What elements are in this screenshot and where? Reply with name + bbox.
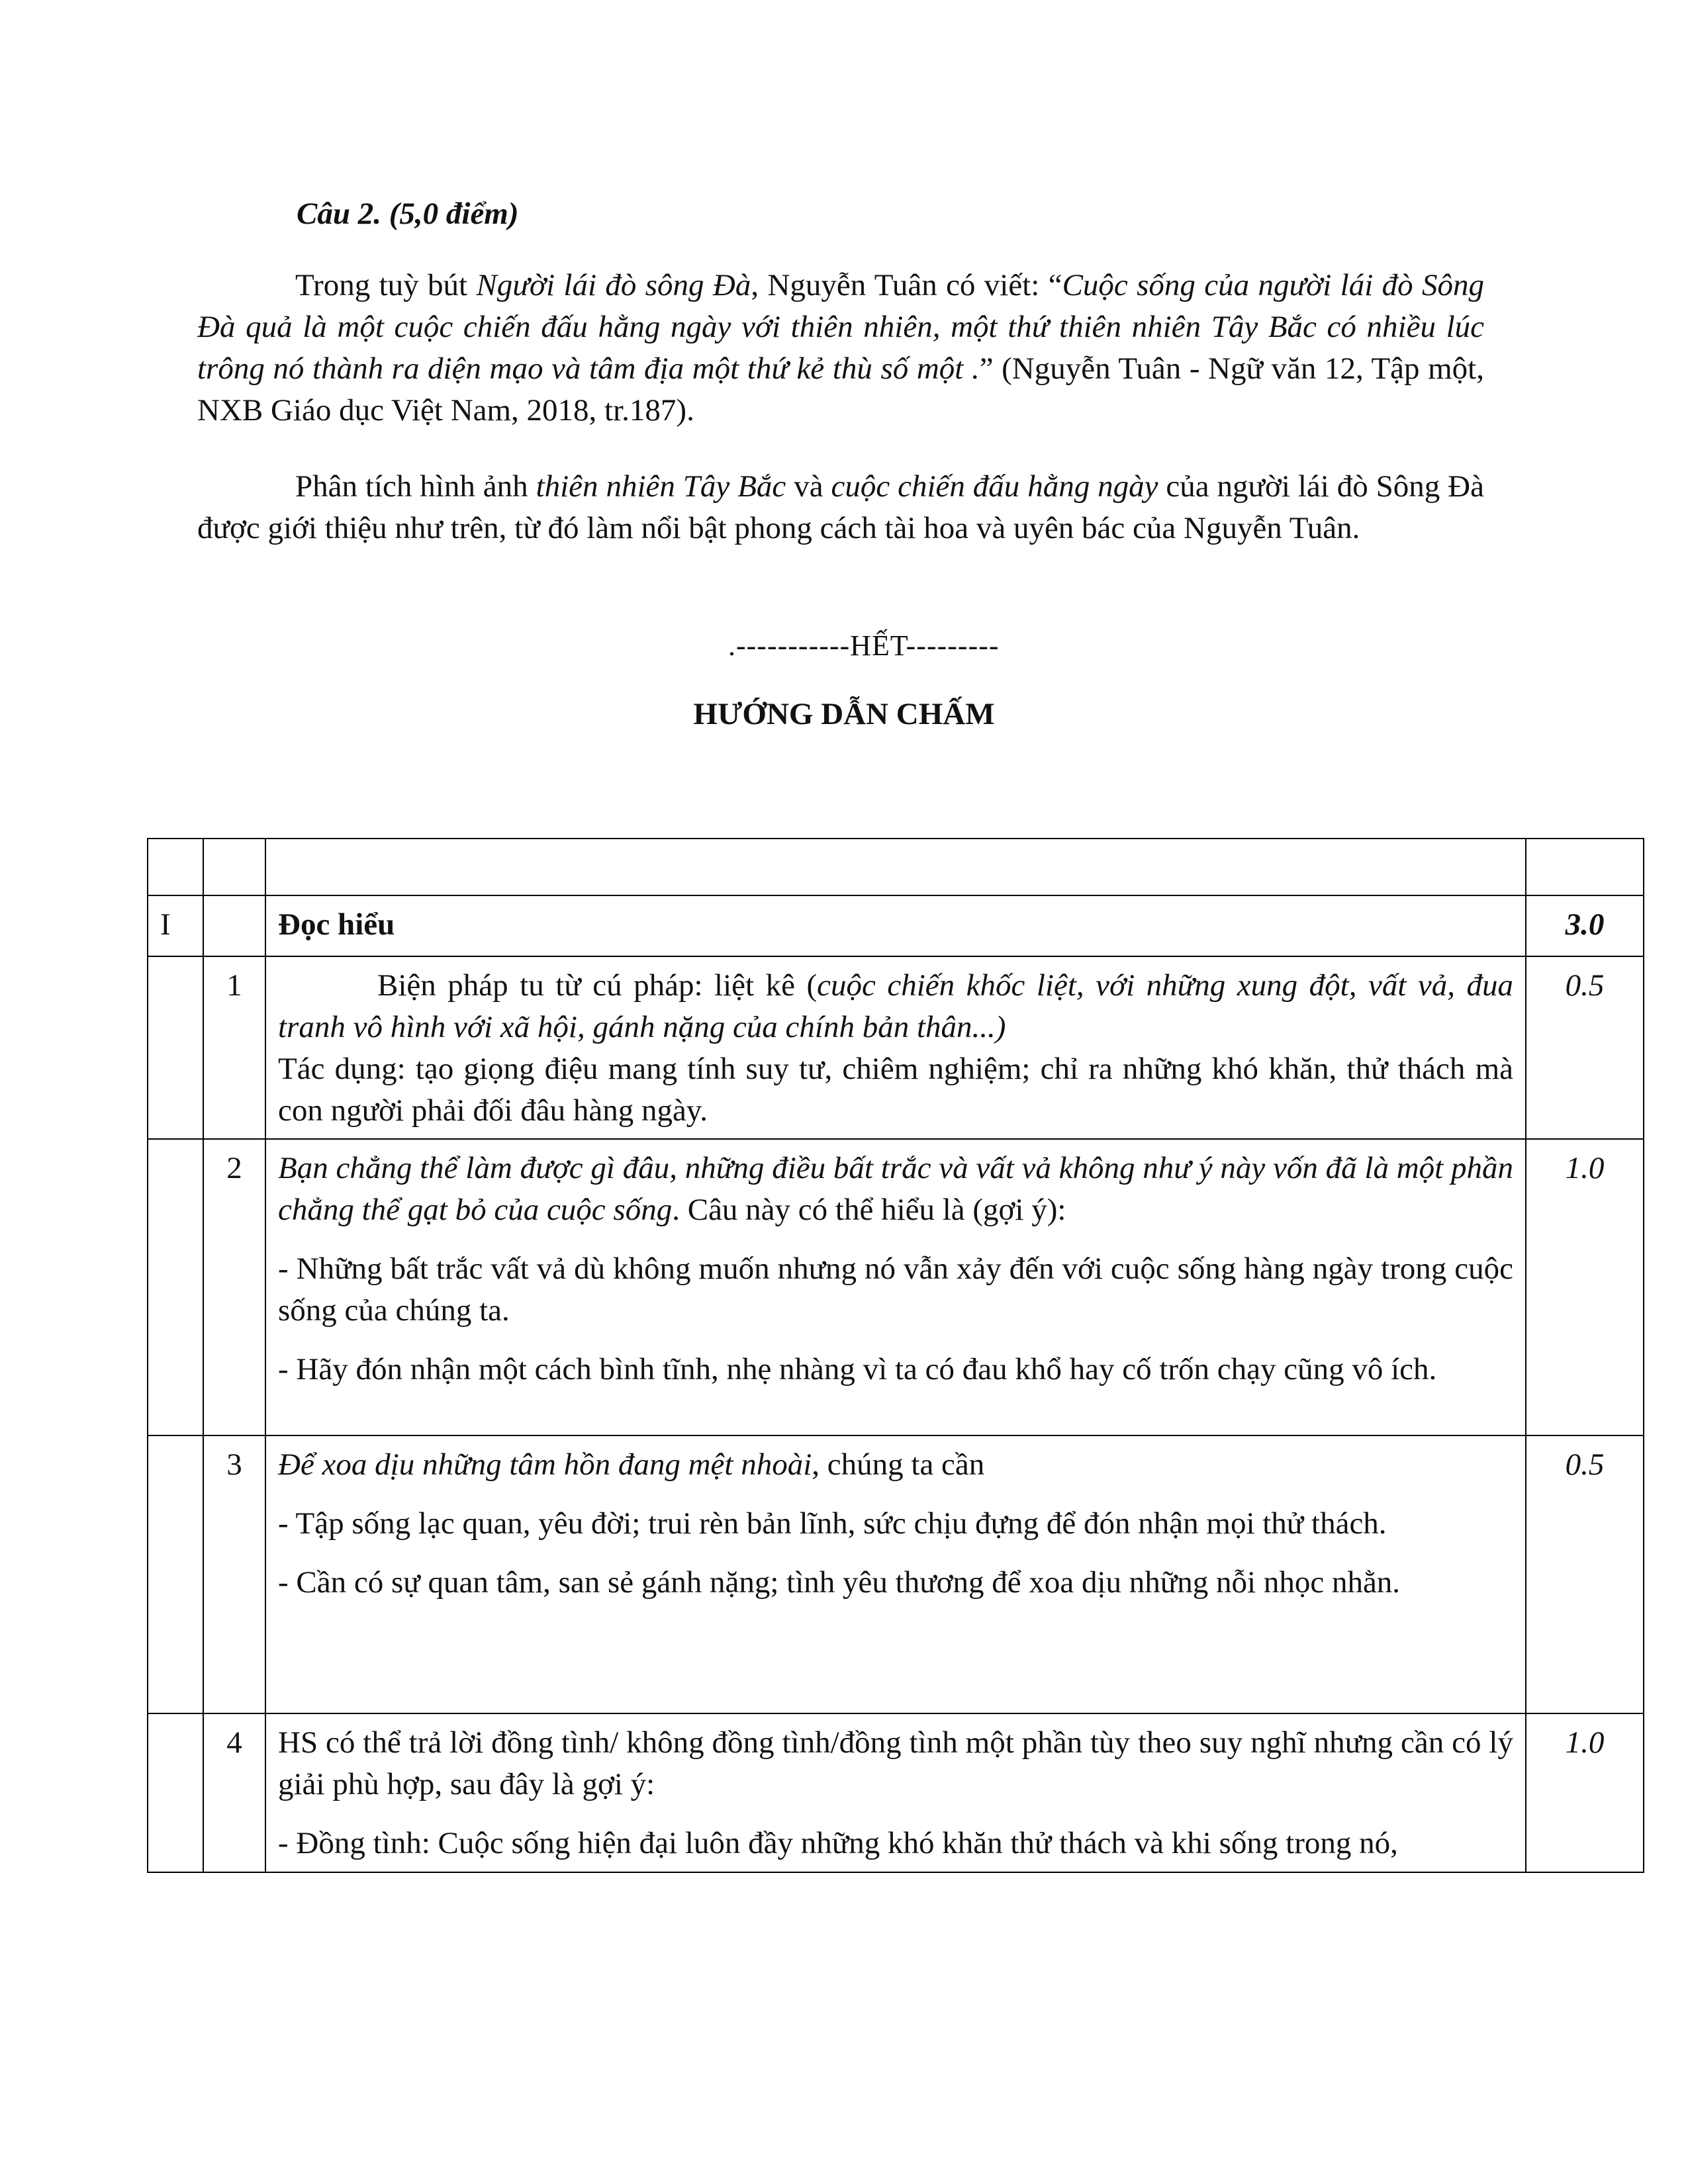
- table-cell: [1526, 839, 1644, 895]
- table-cell: [148, 1713, 203, 1872]
- row-score: 0.5: [1526, 956, 1644, 1139]
- question-title: Câu 2. (5,0 điểm): [297, 197, 519, 231]
- row-score: 1.0: [1526, 1713, 1644, 1872]
- row-content: Bạn chẳng thể làm được gì đâu, những điều bất trắc và vất vả không như ý này vốn đã là một phần chẳng thể gạt bỏ của cuộc sống. Câu này có thể hiểu là (gợi ý): - Những bất trắc vất vả dù không muốn nhưng nó vẫn xảy đến với cuộc sống hàng ngày trong cuộc sống của chúng ta. - Hãy đón nhận một cách bình tĩnh, nhẹ nhàng vì ta có đau khổ hay cố trốn chạy cũng vô ích.: [265, 1139, 1526, 1435]
- table-cell: [148, 839, 203, 895]
- table-row: [148, 1435, 1644, 1713]
- question-paragraph-2: Phân tích hình ảnh thiên nhiên Tây Bắc và cuộc chiến đấu hằng ngày của người lái đò Sông Đà được giới thiệu như trên, từ đó làm nổi bật phong cách tài hoa và uyên bác của Nguyễn Tuân.: [197, 469, 1484, 545]
- section-roman: I: [148, 895, 203, 956]
- row-number: 4: [203, 1713, 265, 1872]
- work-title: Người lái đò sông Đà: [476, 268, 751, 302]
- end-marker: .-----------HẾT---------: [728, 629, 1000, 662]
- table-cell: [148, 1139, 203, 1435]
- section-score: 3.0: [1526, 895, 1644, 956]
- table-row-section: [148, 895, 1644, 956]
- row-content: HS có thể trả lời đồng tình/ không đồng tình/đồng tình một phần tùy theo suy nghĩ nhưng cần có lý giải phù hợp, sau đây là gợi ý: - Đồng tình: Cuộc sống hiện đại luôn đầy những khó khăn thử thách và khi sống trong nó,: [265, 1713, 1526, 1872]
- row-score: 1.0: [1526, 1139, 1644, 1435]
- row-content: Biện pháp tu từ cú pháp: liệt kê (cuộc chiến khốc liệt, với những xung đột, vất vả, đua tranh vô hình với xã hội, gánh nặng của chính bản thân...) Tác dụng: tạo giọng điệu mang tính suy tư, chiêm nghiệm; chỉ ra những khó khăn, thử thách mà con người phải đối đâu hàng ngày.: [265, 956, 1526, 1139]
- row-number: 1: [203, 956, 265, 1139]
- table-cell: [203, 895, 265, 956]
- quote-text: Cuộc sống của người lái đò Sông Đà quả là một cuộc chiến đấu hằng ngày với thiên nhiên, một thứ thiên nhiên Tây Bắc có nhiều lúc trông nó thành ra diện mạo và tâm địa một thứ kẻ thù số một .: [197, 268, 1484, 386]
- table-row: [148, 956, 1644, 1139]
- table-cell: [265, 839, 1526, 895]
- row-number: 3: [203, 1435, 265, 1713]
- table-row: [148, 1713, 1644, 1872]
- table-row: [148, 839, 1644, 895]
- row-number: 2: [203, 1139, 265, 1435]
- row-content: Để xoa dịu những tâm hồn đang mệt nhoài, chúng ta cần - Tập sống lạc quan, yêu đời; trui rèn bản lĩnh, sức chịu đựng để đón nhận mọi thử thách. - Cần có sự quan tâm, san sẻ gánh nặng; tình yêu thương để xoa dịu những nỗi nhọc nhằn.: [265, 1435, 1526, 1713]
- section-title: Đọc hiểu: [265, 895, 1526, 956]
- row-score: 0.5: [1526, 1435, 1644, 1713]
- table-row: [148, 1139, 1644, 1435]
- table-cell: [203, 839, 265, 895]
- table-cell: [148, 956, 203, 1139]
- table-cell: [148, 1435, 203, 1713]
- guide-title: HƯỚNG DẪN CHẤM: [693, 697, 995, 731]
- question-paragraph-1: Trong tuỳ bút Người lái đò sông Đà, Nguyễn Tuân có viết: “Cuộc sống của người lái đò Sông Đà quả là một cuộc chiến đấu hằng ngày với thiên nhiên, một thứ thiên nhiên Tây Bắc có nhiều lúc trông nó thành ra diện mạo và tâm địa một thứ kẻ thù số một .” (Nguyễn Tuân - Ngữ văn 12, Tập một, NXB Giáo dục Việt Nam, 2018, tr.187).: [197, 268, 1484, 428]
- grading-table: [147, 838, 1644, 1873]
